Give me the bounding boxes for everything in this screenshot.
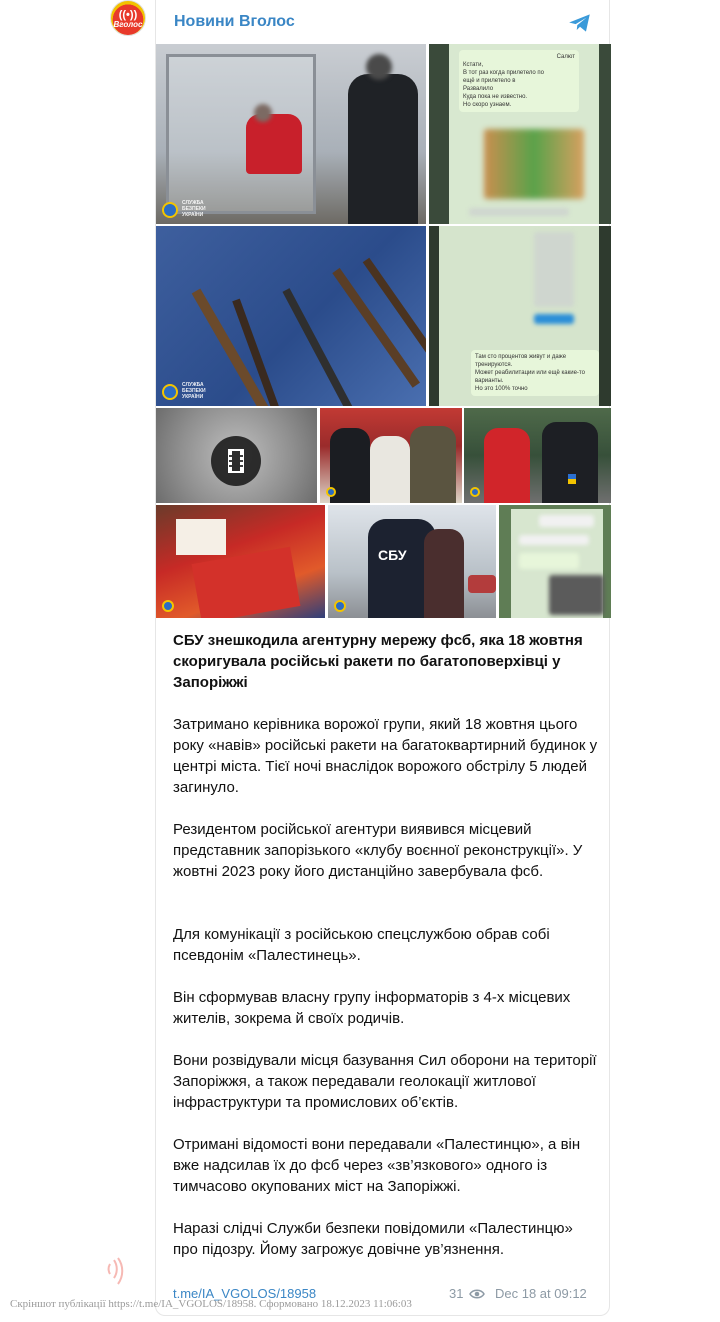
chat-line: Салют	[556, 54, 575, 60]
gallery-photo-detention-2[interactable]	[464, 408, 611, 503]
chat-bubble-2	[471, 350, 599, 396]
gallery-photo-detention-1[interactable]	[320, 408, 462, 503]
gallery-photo-flags[interactable]	[156, 505, 325, 618]
pixelated-text	[534, 232, 574, 307]
gallery-photo-chat-1[interactable]	[429, 44, 611, 224]
chat-line: Развалило	[463, 86, 494, 92]
chat-line: варианты.	[475, 378, 504, 384]
gallery-photo-weapons[interactable]	[156, 226, 426, 406]
sbu-emblem-icon	[162, 202, 178, 218]
post-header	[156, 0, 609, 44]
media-gallery	[156, 44, 611, 618]
sbu-emblem-icon	[326, 487, 336, 497]
chat-line: В тот раз когда прилетело по	[463, 70, 544, 76]
eye-icon	[469, 1287, 485, 1301]
post-date[interactable]: Dec 18 at 09:12	[495, 1286, 587, 1301]
pixelated-text	[519, 553, 579, 569]
chat-line: Но скоро узнаем.	[463, 102, 512, 108]
post-paragraph: Отримані відомості вони передавали «Палестинцю», а він вже надсилав їх до фсб через «зв’язкового» одного із тимчасово окупованих міст на Запоріжжі.	[173, 1136, 581, 1195]
chat-line: Но это 100% точно	[475, 386, 528, 392]
sbu-watermark: СЛУЖБА БЕЗПЕКИ УКРАЇНИ	[182, 200, 206, 218]
pixelated-text	[534, 314, 574, 324]
sbu-emblem-icon	[162, 600, 174, 612]
post-card	[155, 0, 610, 1316]
sbu-vest-label: СБУ	[378, 547, 407, 563]
signal-icon: ((•))	[118, 8, 138, 21]
post-title: СБУ знешкодила агентурну мережу фсб, яка 18 жовтня скоригувала російські ракети по багатоповерхівці у Запоріжжі	[173, 632, 583, 691]
pixelated-text	[519, 535, 589, 545]
chat-line: ещё и прилетело в	[463, 78, 516, 84]
channel-name[interactable]: Новини Вголос	[174, 13, 295, 30]
chat-line: тренируются.	[475, 362, 513, 368]
channel-avatar[interactable]	[110, 0, 146, 36]
screenshot-watermark: Скріншот публікації https://t.me/IA_VGOLOS/18958. Сформовано 18.12.2023 11:06:03	[10, 1298, 412, 1310]
gallery-photo-street[interactable]	[328, 505, 496, 618]
video-play-icon[interactable]	[211, 436, 261, 486]
sbu-emblem-icon	[162, 384, 178, 400]
post-paragraph: Він сформував власну групу інформаторів з 4-х місцевих жителів, зокрема й своїх родичів.	[173, 989, 571, 1027]
post-paragraph: Затримано керівника ворожої групи, який 18 жовтня цього року «навів» російські ракети на багатоквартирний будинок у центрі міста. Тієї ночі внаслідок ворожого обстрілу 5 людей загинуло.	[173, 716, 598, 796]
pixelated-photo	[484, 129, 584, 199]
post-paragraph: Вони розвідували місця базування Сил оборони на території Запоріжжя, а також передавали геолокації житлової інфраструктури та промислових об’єктів.	[173, 1052, 597, 1111]
sbu-emblem-icon	[470, 487, 480, 497]
avatar-brand: Вголос	[113, 20, 143, 29]
chat-line: Может реабилитации или ещё какие-то	[475, 370, 585, 376]
sbu-emblem-icon	[334, 600, 346, 612]
gallery-photo-courtroom[interactable]	[156, 44, 426, 224]
pixelated-text	[469, 208, 569, 216]
post-link[interactable]: t.me/IA_VGOLOS/18958	[173, 1286, 317, 1301]
pixelated-text	[539, 515, 594, 527]
view-count: 31	[449, 1286, 464, 1301]
sbu-watermark: СЛУЖБА БЕЗПЕКИ УКРАЇНИ	[182, 382, 206, 400]
post-paragraph: Резидентом російської агентури виявився місцевий представник запорізького «клубу воєнної реконструкції». У жовтні 2023 року його дистанційно завербувала фсб.	[173, 821, 583, 880]
chat-line: Куда пока не известно.	[463, 94, 528, 100]
gallery-photo-chat-3[interactable]	[499, 505, 611, 618]
pixelated-photo	[549, 575, 604, 615]
chat-line: Кстати,	[463, 62, 484, 68]
chat-line: Там сто процентов живут и даже	[475, 354, 567, 360]
post-paragraph: Для комунікації з російською спецслужбою обрав собі псевдонім «Палестинець».	[173, 926, 550, 964]
vgolos-logo	[104, 1256, 134, 1292]
chat-bubble-1	[459, 50, 579, 112]
telegram-icon[interactable]	[567, 10, 593, 36]
post-paragraph: Наразі слідчі Служби безпеки повідомили «Палестинцю» про підозру. Йому загрожує довічне ув’язнення.	[173, 1220, 573, 1258]
gallery-video[interactable]	[156, 408, 317, 503]
gallery-photo-chat-2[interactable]	[429, 226, 611, 406]
